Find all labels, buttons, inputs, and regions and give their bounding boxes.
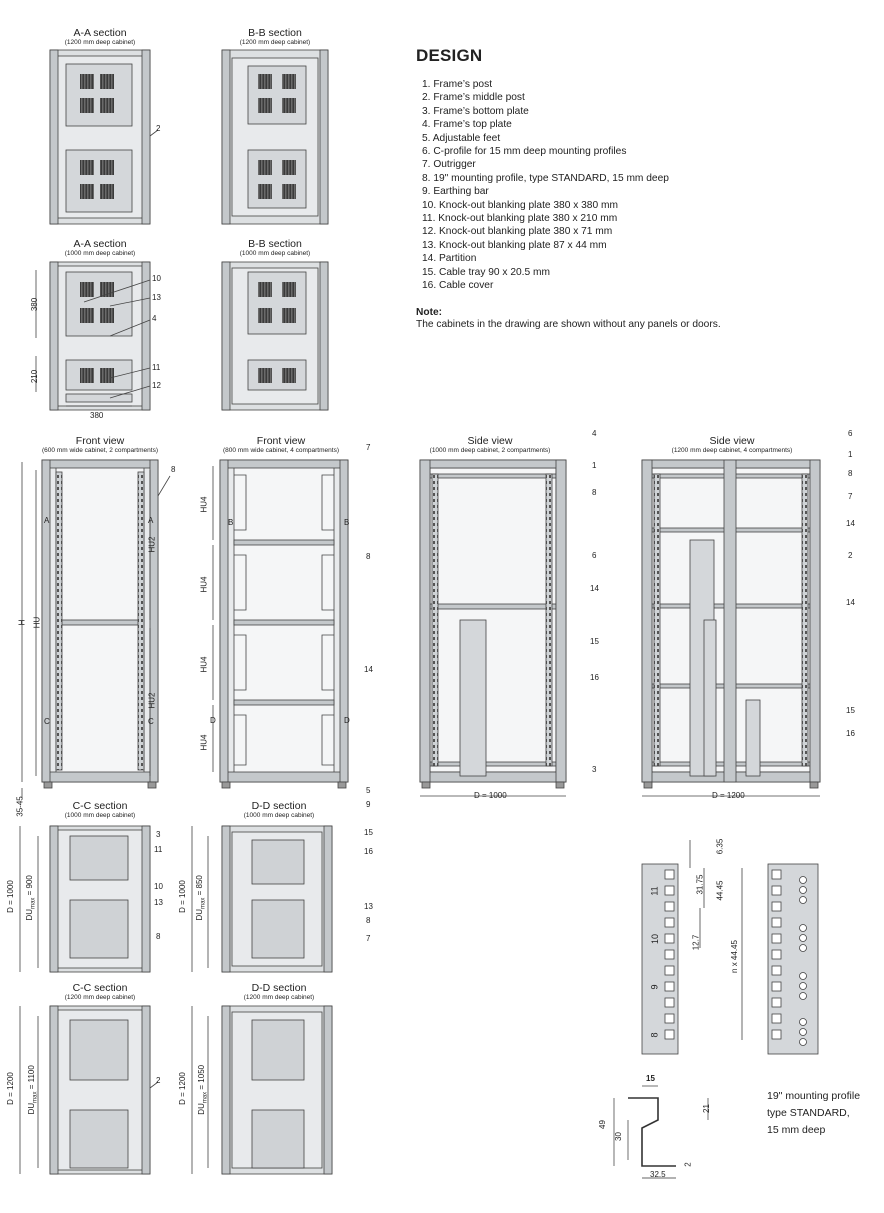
du-label: DU: [197, 1103, 207, 1115]
dim-n-44-45: n x 44.45: [729, 940, 739, 973]
callout-7: 7: [848, 492, 853, 501]
dim-h: H: [17, 619, 27, 626]
dim-dd2-depth: D = 1200: [177, 1072, 187, 1105]
view-subtitle: (1000 mm deep cabinet): [64, 812, 136, 819]
note-text: The cabinets in the drawing are shown without any panels or doors.: [416, 318, 721, 330]
view-subtitle: (1000 mm deep cabinet): [64, 250, 136, 257]
design-item: 5. Adjustable feet: [422, 132, 501, 144]
callout-15: 15: [846, 706, 855, 715]
view-title: A-A section: [73, 27, 127, 39]
view-title: Front view: [256, 435, 306, 447]
callout-13: 13: [364, 902, 373, 911]
front2-view: [213, 460, 348, 788]
dim-foot-height: 35-45: [15, 796, 25, 817]
side2-view: [642, 460, 820, 796]
dim-cc2-depth: D = 1200: [5, 1072, 15, 1105]
design-heading: DESIGN: [416, 46, 483, 65]
section-marker-d-left: D: [210, 716, 216, 725]
callout-8: 8: [592, 488, 597, 497]
dim-30: 30: [613, 1132, 623, 1141]
dim-hu2-bottom: HU2: [147, 692, 157, 709]
callout-4: 4: [152, 314, 157, 323]
dim-32-5: 32.5: [650, 1170, 666, 1179]
callout-14: 14: [846, 519, 855, 528]
dim-380-horizontal: 380: [90, 411, 104, 420]
callout-13: 13: [152, 293, 161, 302]
view-subtitle: (1200 mm deep cabinet): [64, 994, 136, 1001]
design-item: 15. Cable tray 90 x 20.5 mm: [422, 266, 550, 278]
dim-2: 2: [683, 1162, 693, 1167]
design-item: 1. Frame’s post: [422, 79, 493, 90]
caption-line: 19" mounting profile: [767, 1090, 861, 1102]
callout-11: 11: [154, 845, 163, 854]
view-subtitle: (1200 mm deep cabinet): [243, 994, 315, 1001]
callout-4: 4: [592, 429, 597, 438]
profile-number-8: 8: [649, 1032, 660, 1038]
design-item: 10. Knock-out blanking plate 380 x 380 mm: [422, 199, 618, 211]
dim-hu: HU: [32, 616, 42, 629]
callout-14: 14: [364, 665, 373, 674]
du-subscript: max: [202, 1091, 209, 1104]
bb1-section: [222, 50, 328, 224]
view-title: C-C section: [72, 800, 128, 812]
du-subscript: max: [30, 897, 37, 909]
section-marker-b-right: B: [344, 518, 350, 527]
design-item: 4. Frame’s top plate: [422, 119, 512, 131]
aa1-section: [50, 50, 161, 224]
callout-2: 2: [156, 1076, 161, 1085]
callout-8: 8: [156, 932, 161, 941]
du-value: = 850: [194, 875, 204, 898]
view-title: Side view: [467, 435, 513, 447]
callout-2: 2: [156, 124, 161, 133]
callout-6: 6: [848, 429, 853, 438]
section-marker-c-left: C: [44, 717, 50, 726]
dim-hu4-4: HU4: [199, 734, 209, 751]
callout-16: 16: [364, 847, 373, 856]
view-title: Side view: [709, 435, 755, 447]
caption-line: type STANDARD,: [767, 1107, 850, 1119]
callout-11: 11: [152, 363, 161, 372]
view-title: D-D section: [251, 800, 307, 812]
dim-15: 15: [646, 1074, 655, 1083]
callout-7: 7: [366, 443, 371, 452]
note-heading: Note:: [416, 306, 443, 318]
design-item: 16. Cable cover: [422, 280, 494, 292]
callout-16: 16: [846, 729, 855, 738]
dim-side1-depth: D = 1000: [474, 791, 507, 800]
callout-2: 2: [848, 551, 853, 560]
callout-14: 14: [590, 584, 599, 593]
callout-14: 14: [846, 598, 855, 607]
dim-44-45: 44.45: [715, 880, 725, 901]
callout-8: 8: [848, 469, 853, 478]
view-subtitle: (1000 mm deep cabinet): [239, 250, 311, 257]
cc1-section: [20, 826, 150, 972]
section-marker-c-right: C: [148, 717, 154, 726]
dim-21: 21: [701, 1104, 711, 1113]
dim-210: 210: [30, 369, 40, 384]
dim-hu4-1: HU4: [199, 496, 209, 513]
callout-12: 12: [152, 381, 161, 390]
callout-16: 16: [590, 673, 599, 682]
design-item: 8. 19" mounting profile, type STANDARD, 15 mm deep: [422, 172, 669, 184]
callout-6: 6: [592, 551, 597, 560]
view-title: Front view: [75, 435, 125, 447]
du-value: = 1100: [26, 1065, 36, 1092]
callout-15: 15: [364, 828, 373, 837]
design-item: 9. Earthing bar: [422, 186, 489, 198]
dim-hu4-2: HU4: [199, 576, 209, 593]
design-item: 12. Knock-out blanking plate 380 x 71 mm: [422, 226, 613, 238]
dim-dd1-depth: D = 1000: [177, 880, 187, 913]
view-subtitle: (800 mm wide cabinet, 4 compartments): [223, 447, 339, 454]
design-item: 11. Knock-out blanking plate 380 x 210 mm: [422, 213, 618, 225]
caption-line: 15 mm deep: [767, 1124, 826, 1136]
view-subtitle: (1200 mm deep cabinet, 4 compartments): [671, 447, 793, 454]
callout-9: 9: [366, 800, 371, 809]
dim-side2-depth: D = 1200: [712, 791, 745, 800]
du-value: = 900: [24, 875, 34, 898]
section-marker-a-right: A: [148, 516, 154, 525]
callout-3: 3: [592, 765, 597, 774]
mounting-profile-side: [768, 864, 818, 1054]
callout-3: 3: [156, 830, 161, 839]
dim-12-7: 12.7: [691, 934, 701, 951]
callout-5: 5: [366, 786, 371, 795]
profile-number-10: 10: [650, 933, 661, 945]
callout-1: 1: [592, 461, 597, 470]
design-item: 2. Frame’s middle post: [422, 92, 525, 104]
du-subscript: max: [32, 1091, 39, 1103]
dim-dd2-du: [197, 1065, 209, 1115]
dim-cc1-depth: D = 1000: [5, 880, 15, 913]
design-item: 6. C-profile for 15 mm deep mounting profiles: [422, 146, 627, 158]
dd1-section: [192, 826, 332, 972]
view-subtitle: (1000 mm deep cabinet): [243, 812, 315, 819]
du-label: DU: [26, 1102, 36, 1115]
dim-6-35: 6.35: [715, 838, 725, 855]
design-item: 3. Frame’s bottom plate: [422, 105, 529, 117]
bb2-section: [222, 262, 328, 410]
du-subscript: max: [200, 897, 207, 909]
callout-8: 8: [366, 916, 371, 925]
profile-number-11: 11: [649, 886, 660, 896]
view-subtitle: (1200 mm deep cabinet): [239, 39, 311, 46]
du-label: DU: [24, 908, 34, 921]
view-subtitle: (1000 mm deep cabinet, 2 compartments): [429, 447, 551, 454]
callout-1: 1: [848, 450, 853, 459]
view-title: A-A section: [73, 238, 127, 250]
callout-10: 10: [154, 882, 163, 891]
aa2-section: [36, 262, 150, 410]
dim-31-75: 31.75: [695, 874, 705, 895]
callout-13: 13: [154, 898, 163, 907]
front1-view: [22, 460, 170, 798]
dim-dd1-du: [195, 875, 207, 920]
view-title: C-C section: [72, 982, 128, 994]
dim-380-vertical: 380: [30, 297, 40, 312]
cc2-section: [20, 1006, 161, 1174]
du-label: DU: [194, 908, 204, 921]
dim-49: 49: [597, 1120, 607, 1129]
callout-7: 7: [366, 934, 371, 943]
view-title: B-B section: [248, 27, 302, 39]
section-marker-d-right: D: [344, 716, 350, 725]
callout-8: 8: [366, 552, 371, 561]
callout-10: 10: [152, 274, 161, 283]
profile-number-9: 9: [649, 984, 660, 990]
profile-caption: [767, 1088, 860, 1139]
view-subtitle: (1200 mm deep cabinet): [64, 39, 136, 46]
callout-15: 15: [590, 637, 599, 646]
view-title: D-D section: [251, 982, 307, 994]
section-marker-b-left: B: [228, 518, 234, 527]
dim-hu2-top: HU2: [147, 536, 157, 553]
section-marker-a-left: A: [44, 516, 50, 525]
view-subtitle: (600 mm wide cabinet, 2 compartments): [42, 447, 158, 454]
side1-view: [420, 460, 566, 796]
profile-cross-section: [614, 1086, 708, 1178]
dim-hu4-3: HU4: [199, 656, 209, 673]
design-item: 13. Knock-out blanking plate 87 x 44 mm: [422, 239, 607, 251]
dim-cc1-du: [25, 875, 37, 920]
dim-cc2-du: [27, 1065, 39, 1114]
du-value: = 1050: [197, 1064, 207, 1092]
dd2-section: [192, 1006, 332, 1174]
design-item: 7. Outrigger: [422, 159, 476, 171]
callout-8: 8: [171, 465, 176, 474]
design-item: 14. Partition: [422, 253, 477, 265]
view-title: B-B section: [248, 238, 302, 250]
